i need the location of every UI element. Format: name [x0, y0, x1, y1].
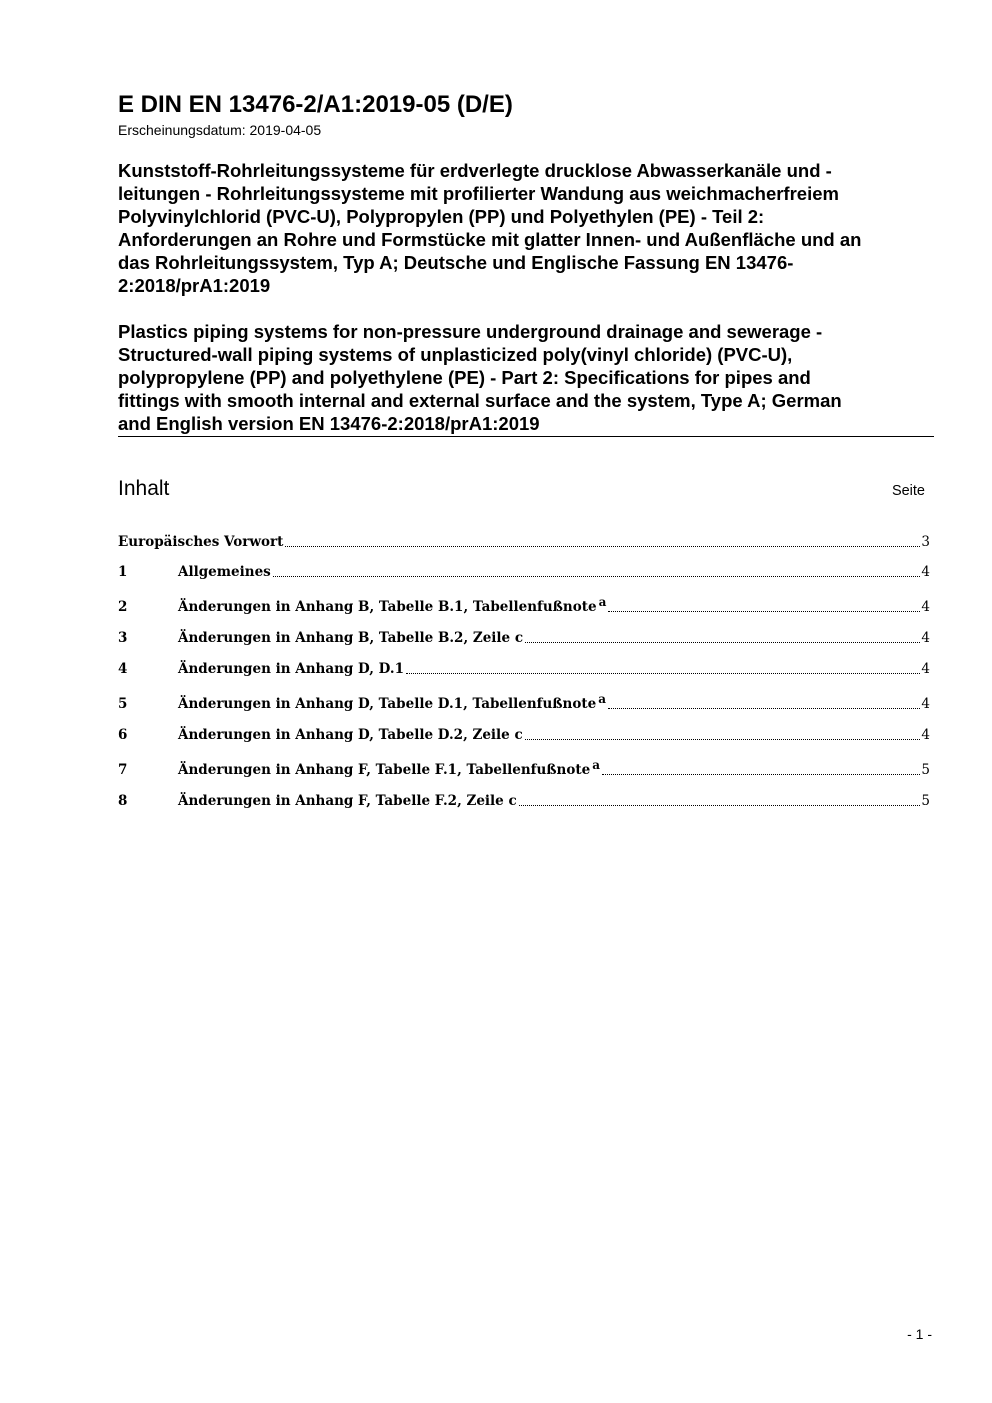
toc-footnote-marker: a [592, 758, 600, 772]
toc-footnote-marker: a [598, 595, 607, 609]
publication-date: Erscheinungsdatum: 2019-04-05 [118, 122, 322, 138]
toc-dot-leader [525, 739, 921, 740]
toc-dot-leader [525, 642, 920, 643]
toc-dot-leader [602, 774, 920, 775]
toc-dot-leader [273, 576, 921, 577]
german-title-line: Kunststoff-Rohrleitungssysteme für erdverlegte drucklose Abwasserkanäle und - [118, 160, 832, 181]
toc-dot-leader [519, 805, 921, 806]
toc-footnote-marker: a [598, 692, 606, 706]
toc-entry-title: Änderungen in Anhang B, Tabelle B.1, Tabellenfußnote [178, 599, 597, 615]
toc-entry[interactable] [118, 760, 930, 780]
toc-entry-number: 5 [118, 696, 128, 712]
toc-entry[interactable] [118, 597, 930, 617]
toc-entry[interactable] [118, 791, 930, 811]
german-title-line: Polyvinylchlorid (PVC-U), Polypropylen (PP) und Polyethylen (PE) - Teil 2: [118, 206, 765, 227]
toc-page-column-label: Seite [891, 483, 925, 499]
english-title-line: Structured-wall piping systems of unplasticized poly(vinyl chloride) (PVC-U), [118, 344, 793, 365]
page-number: - 1 - [907, 1326, 932, 1342]
toc-entry-title: Änderungen in Anhang B, Tabelle B.2, Zeile c [178, 630, 524, 646]
toc-entry-page: 3 [921, 534, 930, 550]
toc-entry-title: Änderungen in Anhang D, D.1 [178, 661, 404, 677]
toc-dot-leader [406, 673, 920, 674]
toc-entry-number: 2 [118, 599, 128, 615]
german-title-line: leitungen - Rohrleitungssysteme mit profilierter Wandung aus weichmacherfreiem [118, 183, 839, 204]
toc-dot-leader [285, 546, 920, 547]
toc-entry-title: Änderungen in Anhang F, Tabelle F.1, Tabellenfußnote [178, 762, 591, 778]
toc-entry-title: Europäisches Vorwort [118, 534, 284, 550]
toc-dot-leader [608, 611, 920, 612]
toc-entry-number: 6 [118, 727, 128, 743]
toc-entry-title: Änderungen in Anhang D, Tabelle D.1, Tabellenfußnote [178, 696, 597, 712]
english-title [118, 320, 934, 435]
toc-entry-page: 5 [921, 762, 930, 778]
toc-entry[interactable] [118, 532, 930, 552]
toc-entry[interactable] [118, 694, 930, 714]
toc-entry-title: Änderungen in Anhang D, Tabelle D.2, Zeile c [178, 727, 523, 743]
toc-entry-number: 3 [118, 630, 128, 646]
toc-entry-page: 4 [921, 599, 930, 615]
toc-entry[interactable] [118, 725, 930, 745]
toc-entry[interactable] [118, 562, 930, 582]
toc-entry-number: 1 [118, 564, 128, 580]
toc-entry[interactable] [118, 659, 930, 679]
toc-entry-page: 4 [921, 564, 930, 580]
toc-dot-leader [608, 708, 920, 709]
german-title-line: 2:2018/prA1:2019 [118, 275, 271, 296]
toc-entry-page: 4 [921, 630, 930, 646]
english-title-line: and English version EN 13476-2:2018/prA1:2019 [118, 413, 540, 434]
document-id: E DIN EN 13476-2/A1:2019-05 (D/E) [118, 91, 513, 118]
toc-entry[interactable] [118, 628, 930, 648]
toc-entry-title: Allgemeines [178, 564, 271, 580]
english-title-line: polypropylene (PP) and polyethylene (PE) - Part 2: Specifications for pipes and [118, 367, 811, 388]
toc-entry-number: 8 [118, 793, 128, 809]
english-title-line: Plastics piping systems for non-pressure underground drainage and sewerage - [118, 321, 823, 342]
toc-entry-page: 5 [921, 793, 930, 809]
german-title [118, 159, 934, 297]
toc-entry-page: 4 [921, 661, 930, 677]
toc-entry-page: 4 [921, 696, 930, 712]
toc-entry-number: 7 [118, 762, 128, 778]
english-title-line: fittings with smooth internal and external surface and the system, Type A; German [118, 390, 842, 411]
toc-heading: Inhalt [118, 477, 170, 500]
german-title-line: Anforderungen an Rohre und Formstücke mit glatter Innen- und Außenfläche und an [118, 229, 862, 250]
title-divider [118, 436, 934, 437]
toc-entry-title: Änderungen in Anhang F, Tabelle F.2, Zeile c [178, 793, 517, 809]
toc-entry-page: 4 [921, 727, 930, 743]
german-title-line: das Rohrleitungssystem, Typ A; Deutsche und Englische Fassung EN 13476- [118, 252, 794, 273]
toc-entry-number: 4 [118, 661, 128, 677]
